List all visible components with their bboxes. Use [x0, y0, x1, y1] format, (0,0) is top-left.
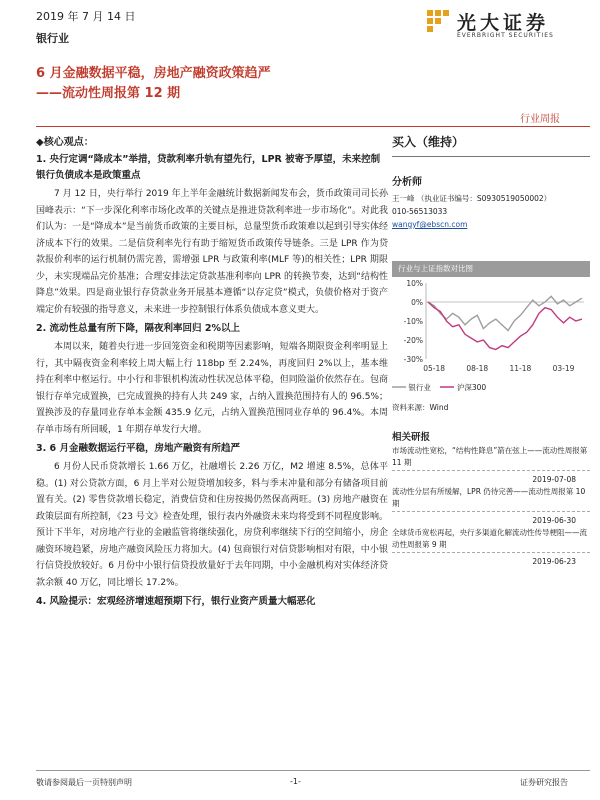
analyst-heading: 分析师: [392, 177, 422, 188]
x-tick-label: 11-18: [509, 364, 532, 373]
report-type: 行业周报: [520, 114, 560, 125]
related-title[interactable]: 市场流动性宽松，“结构性降息”箭在弦上——流动性周报第 11 期: [392, 446, 588, 467]
analyst-name: 王一峰: [392, 194, 415, 203]
chart-source: 资料来源：Wind: [392, 403, 449, 412]
related-title[interactable]: 流动性分层有所缓解，LPR 仍待完善——流动性周报第 10 期: [392, 487, 586, 508]
footer-company: 证券研究报告: [520, 778, 568, 787]
point3-heading: 3. 6 月金融数据运行平稳，房地产融资有所趋严: [36, 443, 240, 454]
related-item[interactable]: [392, 486, 590, 527]
footer-disclaimer: 敬请参阅最后一页特别声明: [36, 778, 132, 787]
point4-heading: 4. 风险提示：宏观经济增速超预期下行，银行业资产质量大幅恶化: [36, 596, 316, 607]
legend-line-index-icon: [440, 384, 454, 390]
sidebar: [392, 133, 590, 568]
related-title[interactable]: 全球货币宽松再起，央行多渠道化解流动性传导梗阻——流动性周报第 9 期: [392, 528, 587, 549]
point2-paragraph: 本周以来，随着央行进一步回笼资金和税期等因素影响，短端各期限资金利率明显上行，其中隔夜资金利率较上周大幅上行 118bp 至 2.24%，再度回归 2%以上，基本维持在利率中枢运行。中小行和非银机构流动性状况总体平稳，但同险溢价依然存在。包商银行存单完成置换，已完成置换的持有人共 249 家，占纳入置换范围持有人的 96.5%；置换涉及的存量同业存单本金额 435.9 亿元，占纳入置换范围同业存单的 96.4%。本周存单市场有所回暖，1 年期存单发行大增。: [36, 342, 388, 435]
y-tick-label: -10%: [403, 317, 423, 326]
related-item[interactable]: [392, 527, 590, 568]
x-tick-label: 08-18: [466, 364, 489, 373]
comparison-chart: [392, 277, 590, 377]
legend-bank-label: 银行业: [408, 383, 431, 392]
footer-divider: [36, 770, 590, 771]
series-line: [428, 302, 582, 350]
point1-heading: 1. 央行定调“降成本”举措，贷款利率升轨有望先行，LPR 被寄予厚望，未来控制银行负债成本是政策重点: [36, 154, 381, 181]
x-tick-label: 05-18: [423, 364, 446, 373]
logo-mark-icon: [425, 8, 451, 34]
logo-text-cn: 光大证券: [457, 12, 550, 34]
page-number: -1-: [290, 777, 301, 786]
related-separator: [392, 552, 590, 553]
related-list: [392, 445, 590, 568]
legend-index-label: 沪深300: [456, 383, 487, 392]
analyst-cert: （执业证书编号：S0930519050002）: [416, 194, 552, 203]
point3-paragraph: 6 月份人民币贷款增长 1.66 万亿，社融增长 2.26 万亿，M2 增速 8.5%，总体平稳。(1) 对公贷款方面，6 月上半对公短贷增加较多，料与季末冲量和部分有储备项目前置有关。(2) 零售贷款增长稳定，消费信贷和住房按揭仍然保高两旺。(3) 房地产融资在政策层面有所控制，《23 号文》检查处理，银行表内外融资未来均将受到不同程度影响。预计下半年，对房地产行业的金融监管将继续强化，房贷利率继续下行的空间缩小，房企融资环境趋紧，房地产融资风险压力将加大。(4) 包商银行对信贷影响相对有限，中小银行信贷投放较好。6 月份中小银行信贷投放量好于去年同期，中小金融机构对实体经济贷款余额 40 万亿，同比增长 17.2%。: [36, 462, 388, 588]
related-separator: [392, 470, 590, 471]
industry-label: 银行业: [36, 32, 69, 45]
analyst-email[interactable]: wangyf@ebscn.com: [392, 220, 468, 229]
report-subtitle: ——流动性周报第 12 期: [36, 86, 181, 101]
y-tick-label: -30%: [403, 355, 423, 364]
related-date: 2019-06-23: [532, 557, 576, 566]
point1-paragraph: 7 月 12 日，央行举行 2019 年上半年金融统计数据新闻发布会，货币政策司司长孙国峰表示：“下一步深化利率市场化改革的关键点是推进贷款利率进一步市场化”。对此我们认为：一是“降成本”是当前货币政策的主要目标，总量型货币政策难以起到引导实体经济成本下行的效果。二是信贷利率先行有助于缩短货币政策传导链条。三是 LPR 作为贷款报价利率的运行机制仍需完善，需增强 LPR 与政策利率(MLF 等)的相关性；LPR 期限少，未实现端品完价基准；合理安排法定贷款基准利率向 LPR 的转换节奏，达到“结构性降息”效果。四是商业银行存贷款业务开展基本遵循“以存定贷”模式，负债价格对于资产端定价有较强的指导意义，未来进一步控制银行体系负债成本意义更大。: [36, 189, 388, 315]
key-points-heading: ◆核心观点：: [36, 137, 94, 148]
report-title: 6 月金融数据平稳，房地产融资政策趋严: [36, 66, 271, 81]
header-divider: [36, 126, 590, 127]
analyst-phone: 010-56513033: [392, 207, 448, 216]
y-tick-label: -20%: [403, 336, 423, 345]
legend-line-bank-icon: [392, 384, 406, 390]
related-heading: 相关研报: [392, 432, 431, 443]
related-separator: [392, 511, 590, 512]
point2-heading: 2. 流动性总量有所下降，隔夜利率回归 2%以上: [36, 323, 240, 334]
logo-text-en: EVERBRIGHT SECURITIES: [457, 32, 554, 39]
chart-legend: [392, 381, 590, 395]
rating: 买入（维持）: [392, 135, 465, 149]
related-date: 2019-07-08: [532, 475, 576, 484]
company-logo: [425, 6, 590, 46]
rating-divider: [392, 156, 590, 157]
x-tick-label: 03-19: [552, 364, 575, 373]
main-content: [36, 133, 388, 612]
y-tick-label: 10%: [406, 279, 423, 288]
report-date: 2019 年 7 月 14 日: [36, 10, 136, 23]
y-tick-label: 0%: [411, 298, 423, 307]
chart-title: 行业与上证指数对比图: [392, 261, 590, 277]
related-item[interactable]: [392, 445, 590, 486]
related-date: 2019-06-30: [532, 516, 576, 525]
